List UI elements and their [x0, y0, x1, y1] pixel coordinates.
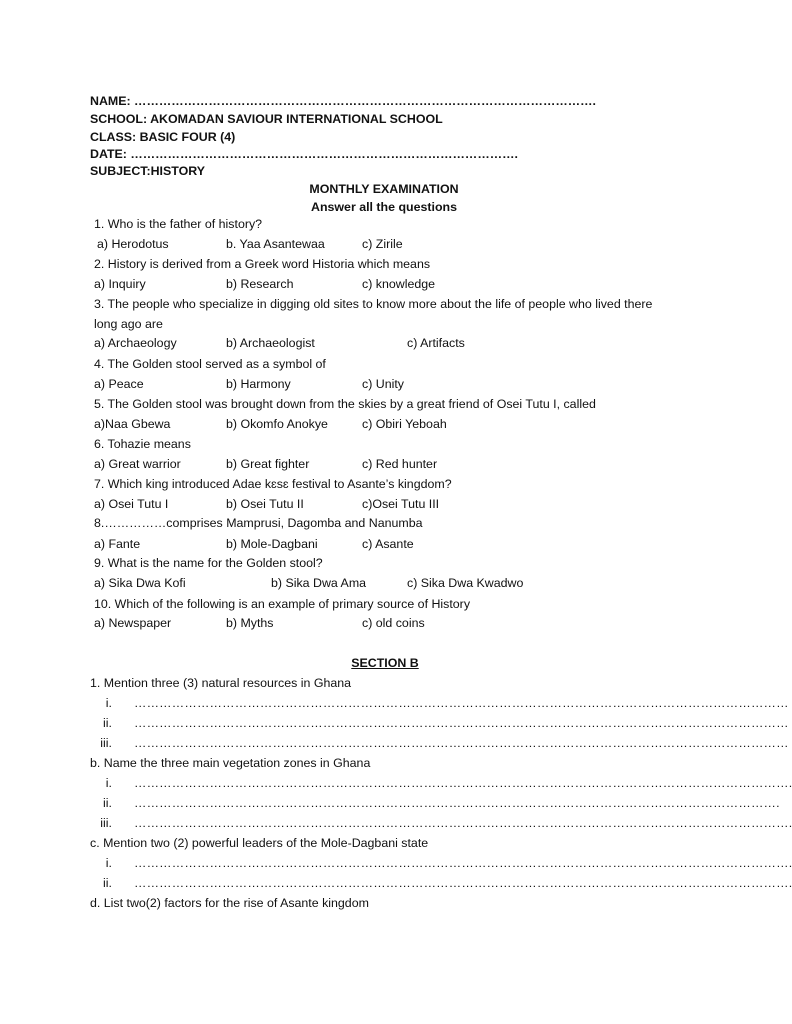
q5-option-a: a)Naa Gbewa: [94, 417, 171, 431]
q6-option-a: a) Great warrior: [94, 457, 181, 471]
question-6: 6. Tohazie means: [94, 437, 191, 451]
q5-option-b: b) Okomfo Anokye: [226, 417, 328, 431]
q8-option-b: b) Mole-Dagbani: [226, 537, 318, 551]
answer-line[interactable]: …………………………………………………………………………………………………………………………………………: [134, 696, 789, 710]
question-5: 5. The Golden stool was brought down from the skies by a great friend of Osei Tutu I, called: [94, 397, 596, 411]
q9-option-c: c) Sika Dwa Kwadwo: [407, 576, 524, 590]
q4-option-a: a) Peace: [94, 377, 144, 391]
q8-option-c: c) Asante: [362, 537, 414, 551]
q7-option-c: c)Osei Tutu III: [362, 497, 440, 511]
q3-option-b: b) Archaeologist: [226, 336, 315, 350]
section-b-question-1: 1. Mention three (3) natural resources in Ghana: [90, 676, 352, 690]
school-line: SCHOOL: AKOMADAN SAVIOUR INTERNATIONAL SCHOOL: [90, 112, 443, 126]
q2-option-a: a) Inquiry: [94, 277, 146, 291]
section-b-question-b: b. Name the three main vegetation zones in Ghana: [90, 756, 371, 770]
q4-option-c: c) Unity: [362, 377, 404, 391]
question-9: 9. What is the name for the Golden stool?: [94, 556, 323, 570]
exam-instruction: Answer all the questions: [311, 200, 457, 214]
answer-line[interactable]: ………………………………………………………………………………………………………………………………………….: [134, 856, 792, 870]
answer-number: iii.: [100, 816, 112, 830]
section-b-question-d: d. List two(2) factors for the rise of Asante kingdom: [90, 896, 369, 910]
q9-option-a: a) Sika Dwa Kofi: [94, 576, 186, 590]
q3-option-a: a) Archaeology: [94, 336, 177, 350]
question-7: 7. Which king introduced Adae kɛsɛ festival to Asante’s kingdom?: [94, 477, 452, 491]
section-b-question-c: c. Mention two (2) powerful leaders of the Mole-Dagbani state: [90, 836, 429, 850]
q10-option-b: b) Myths: [226, 616, 274, 630]
q8-option-a: a) Fante: [94, 537, 141, 551]
question-4: 4. The Golden stool served as a symbol of: [94, 357, 326, 371]
q5-option-c: c) Obiri Yeboah: [362, 417, 447, 431]
question-3-continued: long ago are: [94, 317, 163, 331]
q4-option-b: b) Harmony: [226, 377, 291, 391]
question-3: 3. The people who specialize in digging old sites to know more about the life of people who lived there: [94, 297, 653, 311]
answer-line[interactable]: ………………………………………………………………………………………………………………………………………….: [134, 776, 792, 790]
question-8: 8.……………comprises Mamprusi, Dagomba and Nanumba: [94, 516, 423, 530]
answer-number: ii.: [103, 876, 112, 890]
question-1: 1. Who is the father of history?: [94, 217, 263, 231]
q1-option-b: b. Yaa Asantewaa: [226, 237, 325, 251]
q2-option-b: b) Research: [226, 277, 294, 291]
name-line: NAME: ………………………………………………………………………………………………….: [90, 94, 596, 108]
answer-line[interactable]: ……………………………………………………………………………………………………………………………………….: [134, 796, 780, 810]
q7-option-a: a) Osei Tutu I: [94, 497, 169, 511]
q6-option-b: b) Great fighter: [226, 457, 310, 471]
answer-number: i.: [105, 696, 112, 710]
q10-option-a: a) Newspaper: [94, 616, 172, 630]
q1-option-a: a) Herodotus: [97, 237, 169, 251]
answer-number: i.: [105, 856, 112, 870]
question-2: 2. History is derived from a Greek word Historia which means: [94, 257, 431, 271]
q3-option-c: c) Artifacts: [407, 336, 465, 350]
answer-line[interactable]: ………………………………………………………………………………………………………………………………………….: [134, 816, 792, 830]
answer-number: iii.: [100, 736, 112, 750]
q10-option-c: c) old coins: [362, 616, 425, 630]
answer-number: ii.: [103, 716, 112, 730]
answer-line[interactable]: ………………………………………………………………………………………………………………………………………….: [134, 876, 792, 890]
answer-number: ii.: [103, 796, 112, 810]
class-line: CLASS: BASIC FOUR (4): [90, 130, 236, 144]
q9-option-b: b) Sika Dwa Ama: [271, 576, 367, 590]
section-b-title: SECTION B: [351, 656, 419, 670]
q6-option-c: c) Red hunter: [362, 457, 438, 471]
question-10: 10. Which of the following is an example of primary source of History: [94, 597, 471, 611]
exam-title: MONTHLY EXAMINATION: [309, 182, 459, 196]
answer-number: i.: [105, 776, 112, 790]
q1-option-c: c) Zirile: [362, 237, 403, 251]
subject-line: SUBJECT:HISTORY: [90, 164, 205, 178]
answer-line[interactable]: …………………………………………………………………………………………………………………………………………: [134, 716, 789, 730]
q2-option-c: c) knowledge: [362, 277, 436, 291]
date-line: DATE: ………………………………………………………………………………….: [90, 147, 518, 161]
q7-option-b: b) Osei Tutu II: [226, 497, 304, 511]
answer-line[interactable]: …………………………………………………………………………………………………………………………………………: [134, 736, 789, 750]
